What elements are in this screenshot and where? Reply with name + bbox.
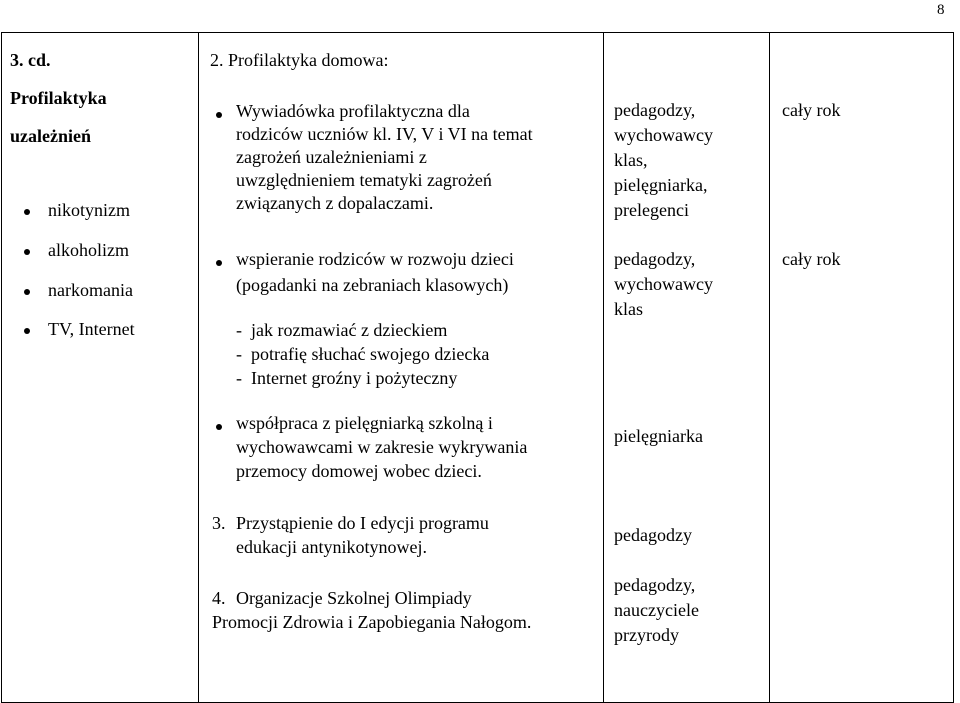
responsible-line: pedagodzy, (614, 249, 696, 269)
item-number: 3. (212, 513, 226, 533)
item-line: edukacji antynikotynowej. (236, 537, 427, 557)
activity-line: (pogadanki na zebraniach klasowych) (236, 275, 509, 295)
responsible-line: prelegenci (614, 200, 689, 220)
item-line: Promocji Zdrowia i Zapobiegania Nałogom. (212, 612, 532, 632)
table-border-left (1, 32, 2, 703)
list-bullet (216, 424, 222, 430)
item-line: Organizacje Szkolnej Olimpiady (236, 588, 472, 608)
responsible-line: pielęgniarka (614, 426, 703, 446)
column-divider-3 (769, 32, 770, 703)
list-item: alkoholizm (48, 240, 129, 260)
responsible-line: klas, (614, 150, 648, 170)
responsible-line: pielęgniarka, (614, 175, 708, 195)
table-border-top (1, 32, 954, 33)
responsible-line: nauczyciele (614, 600, 699, 620)
activity-line: wychowawcami w zakresie wykrywania (236, 437, 528, 457)
column-divider-2 (603, 32, 604, 703)
page-number: 8 (937, 2, 945, 18)
list-bullet (24, 328, 30, 334)
dash-marker: - (236, 368, 242, 388)
activity-line: zagrożeń uzależnieniami z (236, 147, 427, 167)
activity-line: związanych z dopalaczami. (236, 193, 434, 213)
list-item: nikotynizm (48, 200, 130, 220)
timing-value: cały rok (782, 100, 841, 120)
topic-title: Profilaktyka (10, 88, 107, 108)
responsible-line: pedagodzy (614, 525, 692, 545)
section-continuation-heading: 3. cd. (10, 50, 51, 70)
item-line: Przystąpienie do I edycji programu (236, 513, 489, 533)
responsible-line: wychowawcy (614, 125, 713, 145)
activity-line: Wywiadówka profilaktyczna dla (236, 101, 470, 121)
activity-line: współpraca z pielęgniarką szkolną i (236, 413, 493, 433)
list-bullet (216, 112, 222, 118)
activity-line: wspieranie rodziców w rozwoju dzieci (236, 249, 514, 269)
list-item: narkomania (48, 280, 133, 300)
responsible-line: wychowawcy (614, 274, 713, 294)
list-bullet (24, 209, 30, 215)
responsible-line: przyrody (614, 625, 679, 645)
responsible-line: pedagodzy, (614, 575, 696, 595)
list-bullet (216, 260, 222, 266)
timing-value: cały rok (782, 249, 841, 269)
section-heading: 2. Profilaktyka domowa: (210, 50, 389, 70)
topic-title-line2: uzależnień (10, 126, 91, 146)
activity-line: rodziców uczniów kl. IV, V i VI na temat (236, 124, 533, 144)
list-bullet (24, 289, 30, 295)
column-divider-1 (198, 32, 199, 703)
responsible-line: pedagodzy, (614, 100, 696, 120)
list-item: TV, Internet (48, 319, 135, 339)
dash-marker: - (236, 344, 242, 364)
item-number: 4. (212, 588, 226, 608)
activity-line: przemocy domowej wobec dzieci. (236, 461, 482, 481)
activity-line: uwzględnieniem tematyki zagrożeń (236, 170, 492, 190)
dash-item: jak rozmawiać z dzieckiem (251, 320, 448, 340)
dash-item: Internet groźny i pożyteczny (251, 368, 458, 388)
list-bullet (24, 249, 30, 255)
table-border-right (953, 32, 954, 703)
dash-marker: - (236, 320, 242, 340)
dash-item: potrafię słuchać swojego dziecka (251, 344, 490, 364)
responsible-line: klas (614, 299, 643, 319)
